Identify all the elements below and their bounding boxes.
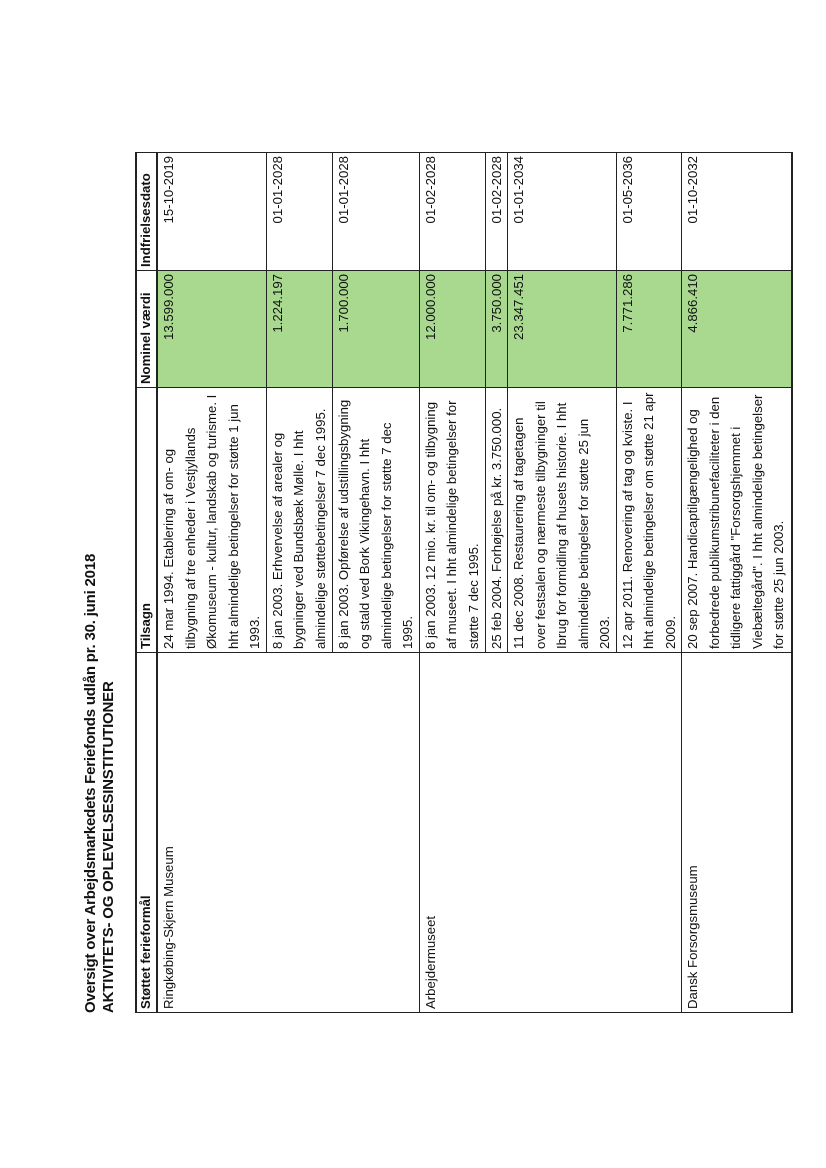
table-row <box>266 153 332 1013</box>
cell-tilsagn: 11 dec 2008. Restaurering af tagetagen over festsalen og nærmeste tilbygninger til Ibrug for formidling af husets historie. I hht almindelige betingelser for støtte 25 jun 2003. <box>508 388 617 653</box>
cell-tilsagn: 25 feb 2004. Forhøjelse på kr. 3.750.000. <box>485 388 508 653</box>
header-formal: Støttet ferieformål <box>136 653 157 1013</box>
title-line-1: Oversigt over Arbejdsmarkedets Feriefonds udlån pr. 30. juni 2018 <box>82 553 99 1013</box>
cell-value: 7.771.286 <box>616 271 682 388</box>
cell-value: 12.000.000 <box>419 271 485 388</box>
cell-value: 1.700.000 <box>332 271 419 388</box>
document-title <box>82 554 118 1013</box>
cell-tilsagn: 8 jan 2003. 12 mio. kr. til om- og tilbygning af museet. I hht almindelige betingelser for støtte 7 dec 1995. <box>419 388 485 653</box>
table-row <box>682 153 792 1013</box>
table-row <box>419 153 485 1013</box>
cell-date: 01-02-2028 <box>485 153 508 271</box>
title-line-2: AKTIVITETS- OG OPLEVELSESINSTITUTIONER <box>100 681 117 1013</box>
table-row <box>332 153 419 1013</box>
cell-value: 1.224.197 <box>266 271 332 388</box>
cell-value: 13.599.000 <box>157 271 266 388</box>
cell-formal <box>616 653 682 1013</box>
cell-tilsagn: 24 mar 1994. Etablering af om- og tilbygning af tre enheder i Vestjyllands Økomuseum - kultur, landskab og turisme. I hht almindelige betingelser for støtte 1 jun 1993. <box>157 388 266 653</box>
cell-value: 3.750.000 <box>485 271 508 388</box>
cell-date: 15-10-2019 <box>157 153 266 271</box>
cell-date: 01-01-2028 <box>332 153 419 271</box>
cell-tilsagn: 20 sep 2007. Handicaptilgængelighed og forbedrede publikumstribunefaciliteter i den tidligere fattiggård "Forsorgshjemmet i Viebæltegård". I hht almindelige betingelser for støtte 25 jun 2003. <box>682 388 792 653</box>
cell-formal: Arbejdermuseet <box>419 653 485 1013</box>
cell-formal <box>332 653 419 1013</box>
header-tilsagn: Tilsagn <box>136 388 157 653</box>
header-value: Nominel værdi <box>136 271 157 388</box>
cell-formal <box>266 653 332 1013</box>
cell-formal <box>485 653 508 1013</box>
cell-tilsagn: 8 jan 2003. Opførelse af udstillingsbygning og stald ved Bork Vikingehavn. I hht almindelige betingelser for støtte 7 dec 1995. <box>332 388 419 653</box>
cell-date: 01-01-2028 <box>266 153 332 271</box>
cell-formal <box>508 653 617 1013</box>
cell-value: 4.866.410 <box>682 271 792 388</box>
cell-tilsagn: 8 jan 2003. Erhvervelse af arealer og bygninger ved Bundsbæk Mølle. I hht almindelige støttebetingelser 7 dec 1995. <box>266 388 332 653</box>
header-row <box>136 153 157 1013</box>
table-row <box>616 153 682 1013</box>
cell-date: 01-10-2032 <box>682 153 792 271</box>
cell-date: 01-01-2034 <box>508 153 617 271</box>
cell-formal: Ringkøbing-Skjern Museum <box>157 653 266 1013</box>
cell-value: 23.347.451 <box>508 271 617 388</box>
cell-formal: Dansk Forsorgsmuseum <box>682 653 792 1013</box>
cell-tilsagn: 12 apr 2011. Renovering af tag og kviste. I hht almindelige betingelser om støtte 21 apr 2009. <box>616 388 682 653</box>
loans-table <box>135 152 793 1013</box>
cell-date: 01-02-2028 <box>419 153 485 271</box>
cell-date: 01-05-2036 <box>616 153 682 271</box>
table-row <box>157 153 266 1013</box>
header-date: Indfrielsesdato <box>136 153 157 271</box>
table-row <box>508 153 617 1013</box>
table-row <box>485 153 508 1013</box>
